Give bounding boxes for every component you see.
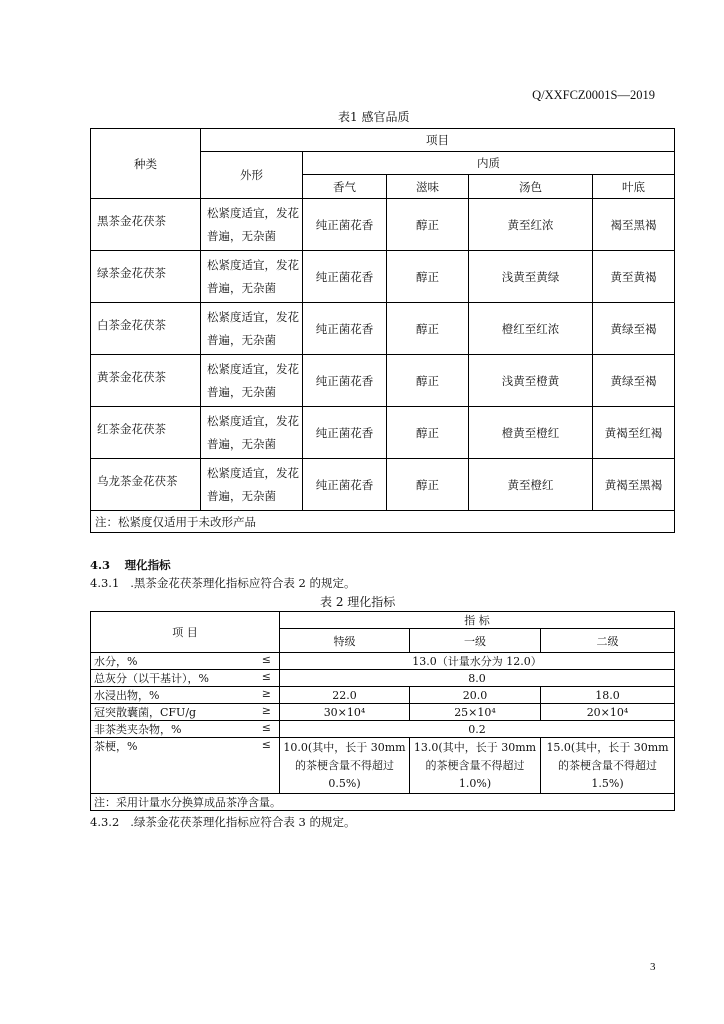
tea-taste: 醇正 bbox=[387, 459, 469, 511]
table-row bbox=[91, 303, 675, 355]
tea-liquor-color: 黄至橙红 bbox=[469, 459, 593, 511]
tea-liquor-color: 浅黄至黄绿 bbox=[469, 251, 593, 303]
tea-aroma: 纯正菌花香 bbox=[303, 251, 387, 303]
index-value: 0.2 bbox=[280, 721, 675, 738]
header-grade-special: 特级 bbox=[280, 629, 410, 653]
table-row bbox=[91, 721, 675, 738]
index-item bbox=[91, 687, 280, 704]
index-item bbox=[91, 670, 280, 687]
tea-taste: 醇正 bbox=[387, 355, 469, 407]
physicochemical-table bbox=[90, 611, 675, 811]
value-line: 1.0%) bbox=[458, 776, 492, 790]
tea-shape: 松紧度适宜，发花普遍，无杂菌 bbox=[201, 459, 303, 511]
value-line: 1.5%) bbox=[591, 776, 624, 790]
tea-shape: 松紧度适宜，发花普遍，无杂菌 bbox=[201, 199, 303, 251]
table1-note: 注：松紧度仅适用于未改形产品 bbox=[91, 511, 675, 533]
header-liquor-color: 汤色 bbox=[469, 175, 593, 199]
index-value bbox=[541, 738, 675, 794]
value-line: 的茶梗含量不得超过 bbox=[425, 758, 525, 772]
table-row bbox=[91, 407, 675, 459]
tea-infused-leaf: 黄至黄褐 bbox=[593, 251, 675, 303]
table-row bbox=[91, 670, 675, 687]
tea-shape: 松紧度适宜，发花普遍，无杂菌 bbox=[201, 303, 303, 355]
value-line: 的茶梗含量不得超过 bbox=[558, 758, 657, 772]
header-item: 项目 bbox=[201, 129, 675, 152]
table2-caption: 表 2 理化指标 bbox=[320, 595, 396, 609]
tea-shape: 松紧度适宜，发花普遍，无杂菌 bbox=[201, 355, 303, 407]
tea-infused-leaf: 黄绿至褐 bbox=[593, 355, 675, 407]
index-value: 18.0 bbox=[541, 687, 675, 704]
tea-kind: 黄茶金花茯茶 bbox=[91, 355, 201, 407]
tea-aroma: 纯正菌花香 bbox=[303, 459, 387, 511]
tea-kind: 乌龙茶金花茯茶 bbox=[91, 459, 201, 511]
item-label: 水分，% bbox=[94, 655, 138, 668]
tea-kind: 黑茶金花茯茶 bbox=[91, 199, 201, 251]
table-row bbox=[91, 459, 675, 511]
header-aroma: 香气 bbox=[303, 175, 387, 199]
document-id: Q/XXFCZ0001S—2019 bbox=[532, 88, 655, 102]
tea-taste: 醇正 bbox=[387, 407, 469, 459]
header-item: 项 目 bbox=[91, 612, 280, 653]
header-kind: 种类 bbox=[91, 129, 201, 199]
tea-taste: 醇正 bbox=[387, 251, 469, 303]
tea-aroma: 纯正菌花香 bbox=[303, 355, 387, 407]
clause-4-3-1 bbox=[90, 575, 356, 591]
comparison-operator: ≤ bbox=[261, 653, 271, 666]
tea-taste: 醇正 bbox=[387, 303, 469, 355]
item-label: 茶梗，% bbox=[94, 740, 138, 753]
value-line: 15.0(其中，长于 30mm bbox=[546, 740, 669, 754]
tea-kind: 白茶金花茯茶 bbox=[91, 303, 201, 355]
header-infused-leaf: 叶底 bbox=[593, 175, 675, 199]
table1-caption: 表1 感官品质 bbox=[338, 110, 410, 124]
tea-aroma: 纯正菌花香 bbox=[303, 199, 387, 251]
page-number: 3 bbox=[650, 961, 656, 973]
section-title: 理化指标 bbox=[124, 558, 171, 572]
section-heading bbox=[90, 557, 171, 573]
clause-text: .绿茶金花茯茶理化指标应符合表 3 的规定。 bbox=[130, 815, 356, 829]
value-line: 13.0(其中，长于 30mm bbox=[413, 740, 537, 754]
table2-note: 注：采用计量水分换算成品茶净含量。 bbox=[91, 794, 675, 811]
table-row bbox=[91, 704, 675, 721]
tea-infused-leaf: 黄褐至黑褐 bbox=[593, 459, 675, 511]
clause-text: .黑茶金花茯茶理化指标应符合表 2 的规定。 bbox=[130, 576, 356, 590]
index-value: 20.0 bbox=[410, 687, 541, 704]
comparison-operator: ≥ bbox=[261, 704, 271, 717]
tea-liquor-color: 浅黄至橙黄 bbox=[469, 355, 593, 407]
table-row bbox=[91, 355, 675, 407]
index-value bbox=[410, 738, 541, 794]
tea-kind: 红茶金花茯茶 bbox=[91, 407, 201, 459]
tea-shape: 松紧度适宜，发花普遍，无杂菌 bbox=[201, 251, 303, 303]
tea-infused-leaf: 褐至黑褐 bbox=[593, 199, 675, 251]
tea-liquor-color: 橙红至红浓 bbox=[469, 303, 593, 355]
index-value: 13.0（计量水分为 12.0） bbox=[280, 653, 675, 670]
index-value: 22.0 bbox=[280, 687, 410, 704]
clause-number: 4.3.1 bbox=[90, 576, 120, 590]
tea-aroma: 纯正菌花香 bbox=[303, 303, 387, 355]
comparison-operator: ≤ bbox=[261, 670, 271, 683]
tea-infused-leaf: 黄绿至褐 bbox=[593, 303, 675, 355]
index-value: 8.0 bbox=[280, 670, 675, 687]
index-value: 30×10⁴ bbox=[280, 704, 410, 721]
item-label: 冠突散囊菌，CFU/g bbox=[94, 706, 197, 719]
index-item bbox=[91, 653, 280, 670]
header-shape: 外形 bbox=[201, 152, 303, 199]
tea-shape: 松紧度适宜，发花普遍，无杂菌 bbox=[201, 407, 303, 459]
index-item bbox=[91, 721, 280, 738]
value-line: 10.0(其中，长于 30mm bbox=[283, 740, 406, 754]
tea-liquor-color: 橙黄至橙红 bbox=[469, 407, 593, 459]
tea-taste: 醇正 bbox=[387, 199, 469, 251]
index-value: 25×10⁴ bbox=[410, 704, 541, 721]
section-number: 4.3 bbox=[90, 558, 111, 572]
value-line: 0.5%) bbox=[328, 776, 361, 790]
table-row bbox=[91, 199, 675, 251]
tea-aroma: 纯正菌花香 bbox=[303, 407, 387, 459]
index-value: 20×10⁴ bbox=[541, 704, 675, 721]
table-row bbox=[91, 738, 675, 794]
item-label: 总灰分（以干基计），% bbox=[94, 672, 209, 685]
index-value bbox=[280, 738, 410, 794]
tea-infused-leaf: 黄褐至红褐 bbox=[593, 407, 675, 459]
clause-4-3-2 bbox=[90, 814, 356, 830]
comparison-operator: ≥ bbox=[261, 687, 271, 700]
index-item bbox=[91, 738, 280, 794]
table-row bbox=[91, 687, 675, 704]
table-row bbox=[91, 653, 675, 670]
tea-liquor-color: 黄至红浓 bbox=[469, 199, 593, 251]
sensory-quality-table bbox=[90, 128, 675, 533]
index-item bbox=[91, 704, 280, 721]
header-taste: 滋味 bbox=[387, 175, 469, 199]
table-row bbox=[91, 251, 675, 303]
header-grade-second: 二级 bbox=[541, 629, 675, 653]
comparison-operator: ≤ bbox=[261, 738, 271, 751]
tea-kind: 绿茶金花茯茶 bbox=[91, 251, 201, 303]
header-inner-quality: 内质 bbox=[303, 152, 675, 175]
value-line: 的茶梗含量不得超过 bbox=[295, 758, 394, 772]
header-grade-first: 一级 bbox=[410, 629, 541, 653]
item-label: 水浸出物，% bbox=[94, 689, 160, 702]
comparison-operator: ≤ bbox=[261, 721, 271, 734]
clause-number: 4.3.2 bbox=[90, 815, 120, 829]
item-label: 非茶类夹杂物，% bbox=[94, 723, 182, 736]
header-index: 指 标 bbox=[280, 612, 675, 629]
